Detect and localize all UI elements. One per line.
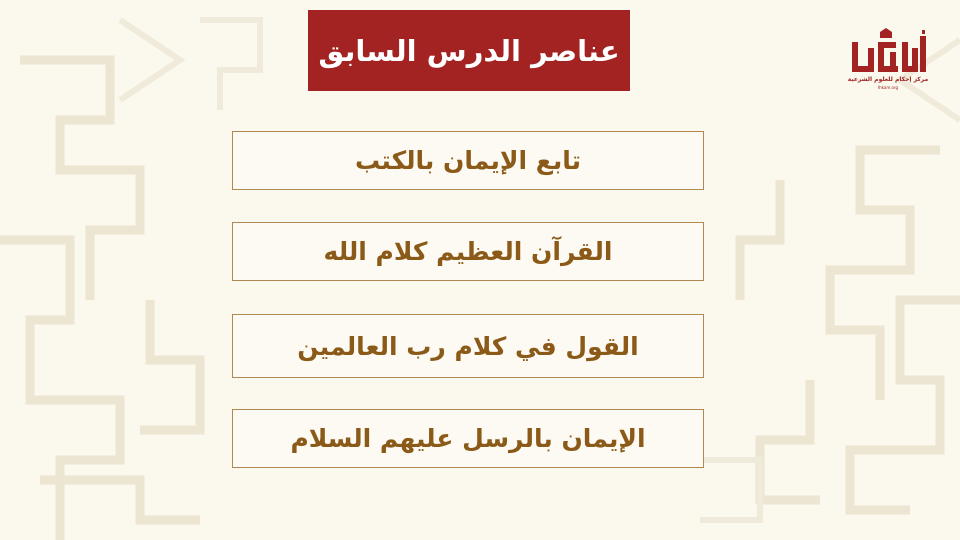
title-banner xyxy=(308,10,630,91)
lesson-item-box xyxy=(232,409,704,468)
slide-title: عناصر الدرس السابق xyxy=(318,33,620,68)
lesson-item-box xyxy=(232,222,704,281)
logo-tagline: Ihkam.org xyxy=(877,85,899,90)
lesson-item-text: تابع الإيمان بالكتب xyxy=(354,146,582,175)
lesson-item-box xyxy=(232,314,704,378)
lesson-item-text: القرآن العظيم كلام الله xyxy=(323,237,613,266)
lesson-item-text: القول في كلام رب العالمين xyxy=(297,331,639,361)
lesson-item-text: الإيمان بالرسل عليهم السلام xyxy=(290,424,646,453)
lesson-item-box xyxy=(232,131,704,190)
logo-org-name: مركز إحكام للعلوم الشرعية xyxy=(847,76,929,83)
